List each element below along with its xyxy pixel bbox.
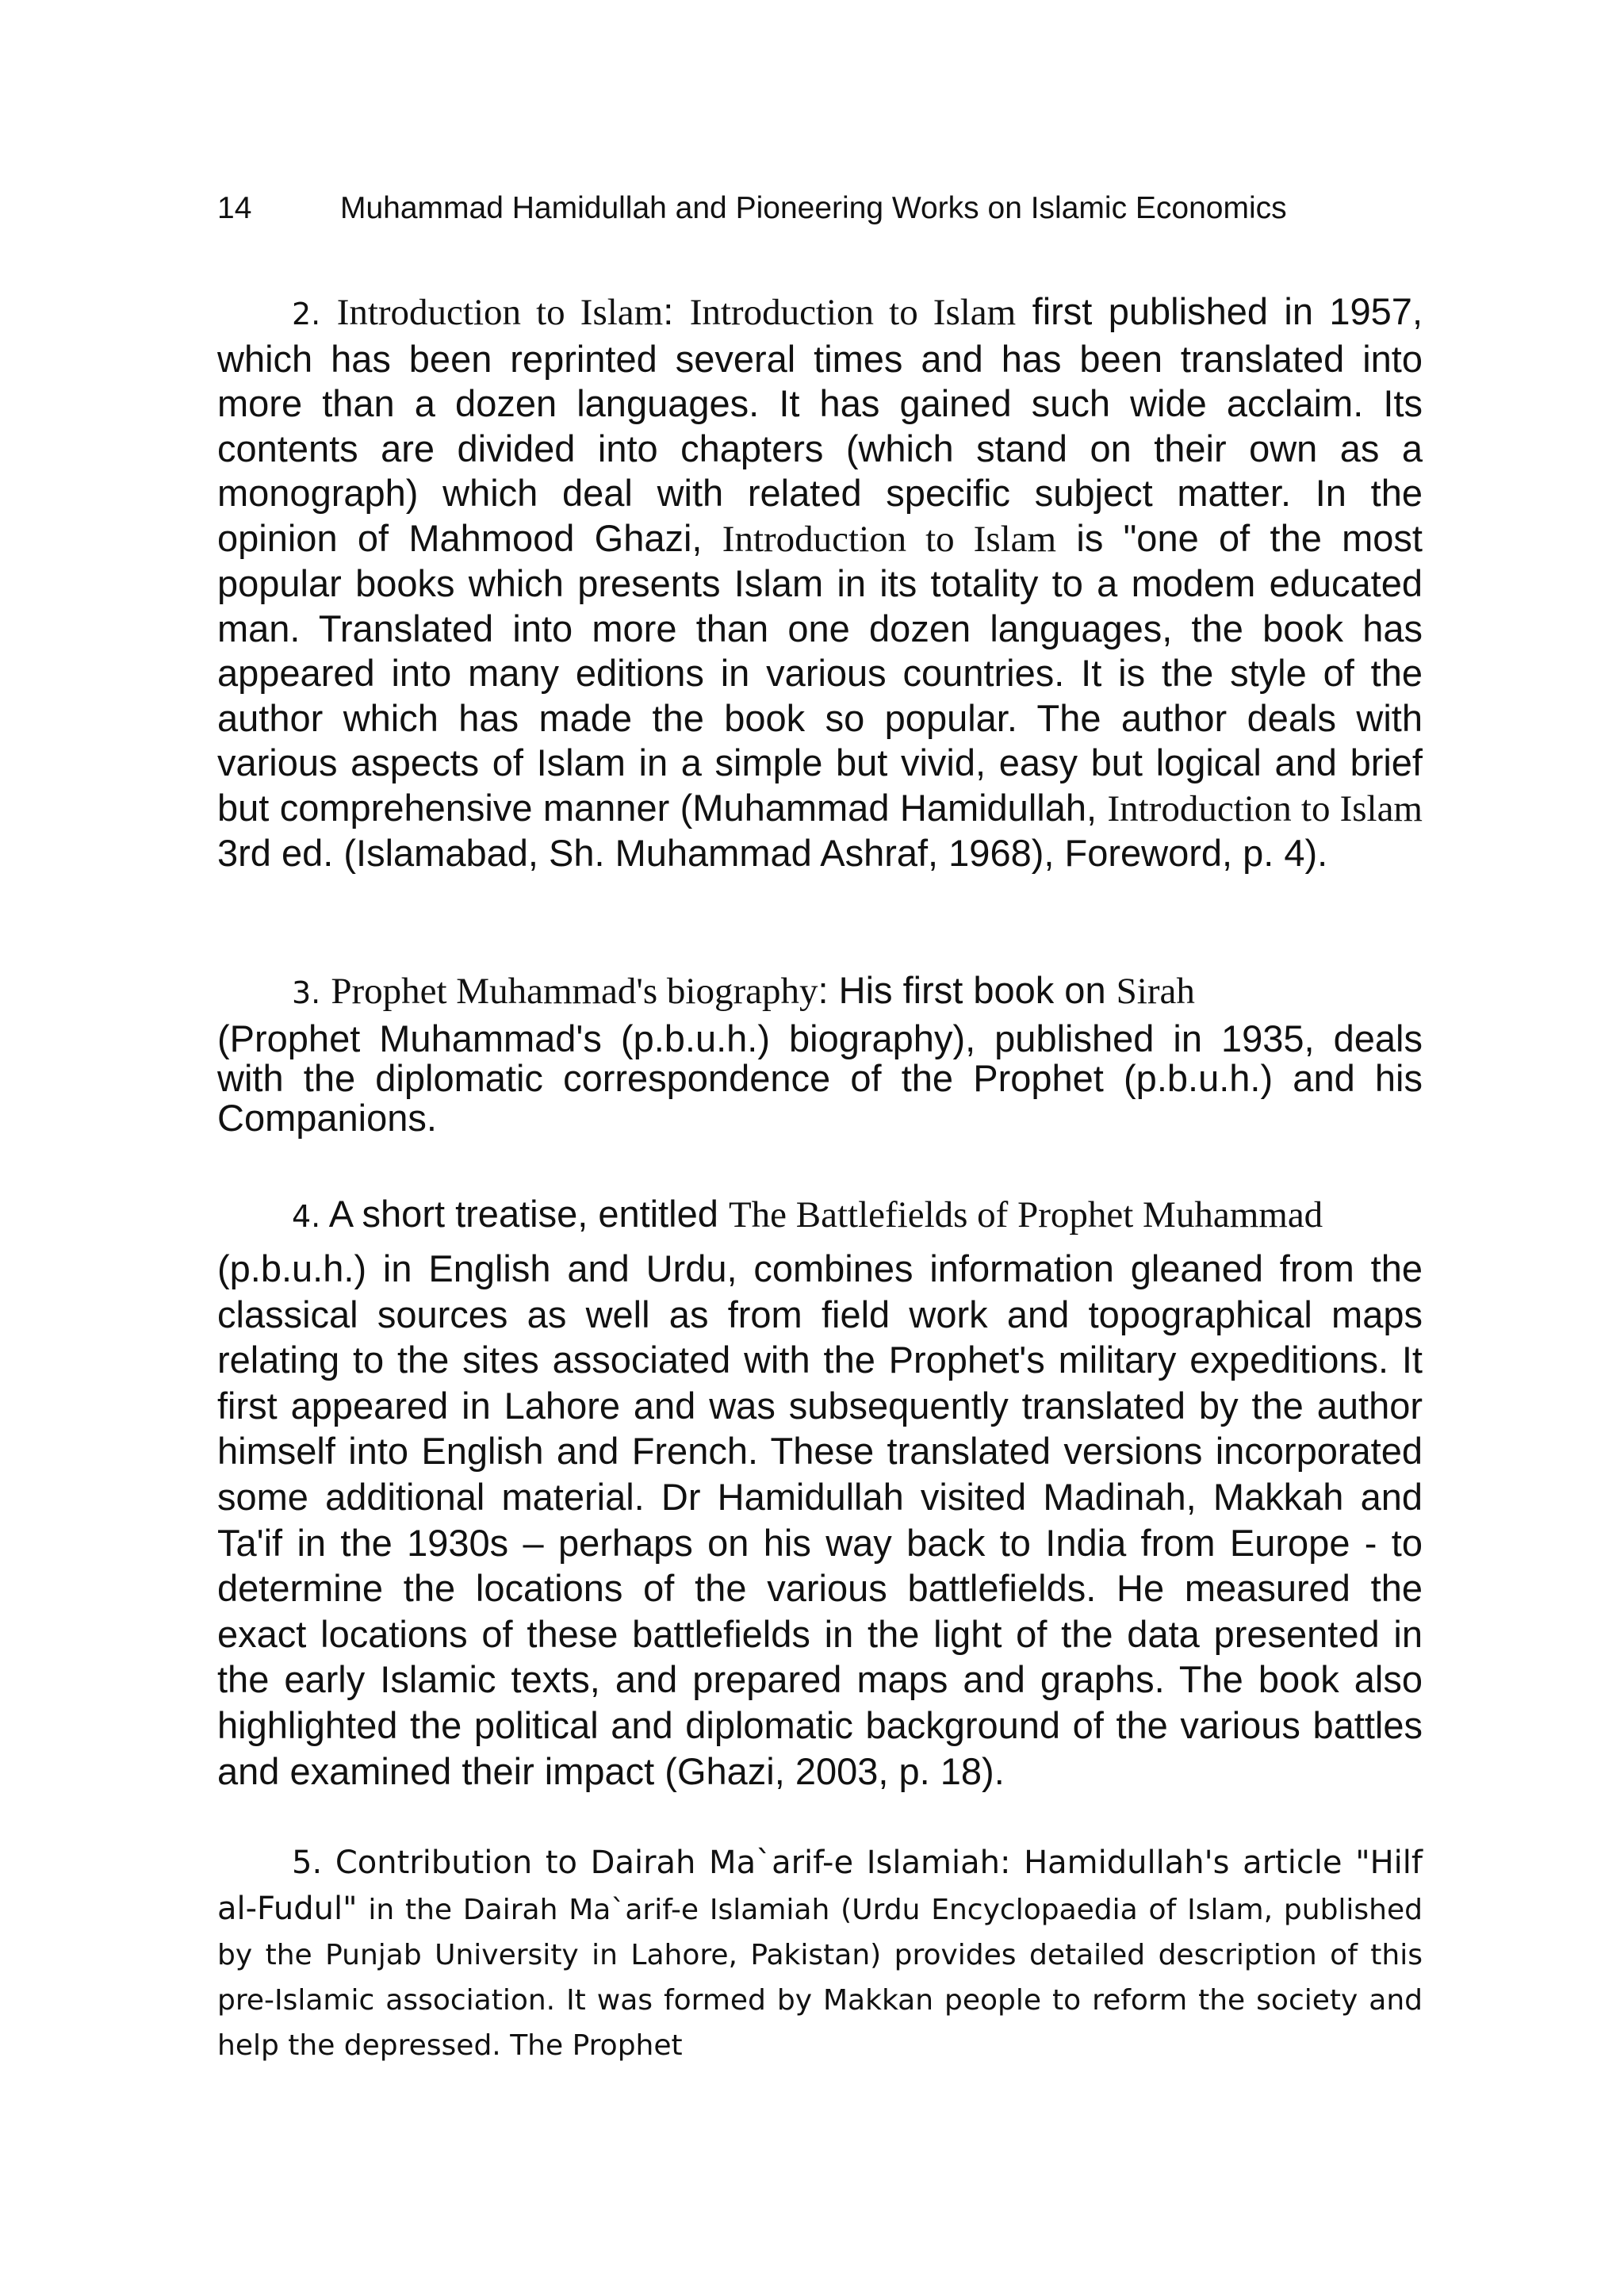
item-number: 4. — [292, 1199, 321, 1234]
item-heading: Prophet Muhammad's biography — [331, 971, 818, 1012]
book-title: Introduction to Islam — [689, 292, 1017, 333]
item-number: 2. — [292, 297, 321, 331]
page-number: 14 — [217, 191, 252, 225]
item-heading: Introduction to Islam — [336, 292, 664, 333]
item-number: 5. — [292, 1845, 323, 1881]
item-battlefields-treatise: 4. A short treatise, entitled The Battlefields of Prophet Muhammad (p.b.u.h.) in English and Urdu, combines information gleaned from the classical sources as well as from field work and topographical maps relating to the sites associated with the Prophet's military expeditions. It first appeared in Lahore and was subsequently translated by the author himself into English and French. These translated versions incorporated some additional material. Dr Hamidullah visited Madinah, Makkah and Ta'if in the 1930s – perhaps on his way back to India from Europe - to determine the locations of the various battlefields. He measured the exact locations of these battlefields in the light of the data presented in the early Islamic texts, and prepared maps and graphs. The book also highlighted the political and diplomatic background of the various battles and examined their impact (Ghazi, 2003, p. 18). — [217, 1193, 1423, 1792]
item-dairah-contribution: 5. Contribution to Dairah Ma`arif-e Islamiah: Hamidullah's article "Hilf al-Fudul" in the Dairah Ma`arif-e Islamiah (Urdu Encyclopaedia of Islam, published by the Punjab University in Lahore, Pakistan) provides detailed description of this pre-Islamic association. It was formed by Makkan people to reform the society and help the depressed. The Prophet — [217, 1845, 1423, 2062]
item-prophet-biography: 3. Prophet Muhammad's biography: His first book on Sirah (Prophet Muhammad's (p.b.u.h.) biography), published in 1935, deals with the diplomatic correspondence of the Prophet (p.b.u.h.) and his Companions. — [217, 969, 1423, 1139]
item-introduction-to-islam: 2. Introduction to Islam: Introduction to Islam first published in 1957, which has been reprinted several times and has been translated into more than a dozen languages. It has gained such wide acclaim. Its contents are divided into chapters (which stand on their own as a monograph) which deal with related specific subject matter. In the opinion of Mahmood Ghazi, Introduction to Islam is "one of the most popular books which presents Islam in its totality to a modem educated man. Translated into more than one dozen languages, the book has appeared into many editions in various countries. It is the style of the author which has made the book so popular. The author deals with various aspects of Islam in a simple but vivid, easy but logical and brief but comprehensive manner (Muhammad Hamidullah, Introduction to Islam 3rd ed. (Islamabad, Sh. Muhammad Ashraf, 1968), Foreword, p. 4). — [217, 290, 1423, 874]
item-number: 3. — [292, 975, 321, 1010]
running-title: Muhammad Hamidullah and Pioneering Works on Islamic Economics — [340, 191, 1287, 225]
book-title: Introduction to Islam — [722, 518, 1057, 560]
book-title: Introduction to Islam — [1107, 787, 1423, 829]
book-title: The Battlefields of Prophet Muhammad — [728, 1194, 1323, 1236]
term-sirah: Sirah — [1116, 971, 1195, 1012]
